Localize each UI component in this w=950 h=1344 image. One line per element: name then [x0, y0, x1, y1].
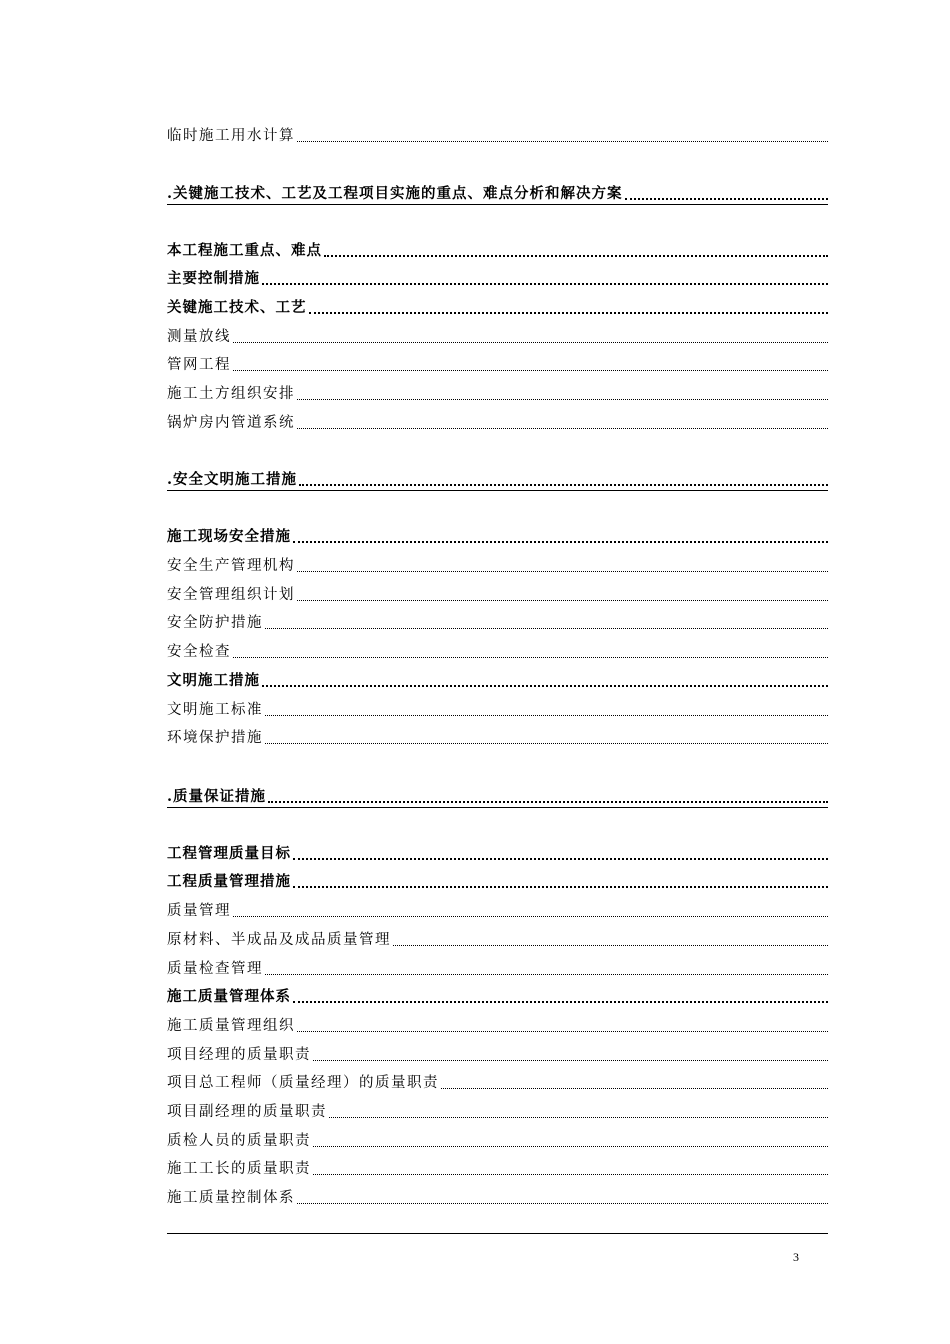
toc-entry[interactable] [167, 985, 828, 1007]
toc-entry[interactable] [167, 698, 828, 720]
toc-entry[interactable] [167, 296, 828, 318]
toc-entry-label: 安全检查 [167, 644, 231, 660]
dot-leader [265, 743, 828, 744]
toc-entry[interactable] [167, 239, 828, 261]
dot-leader [233, 342, 828, 343]
toc-entry-label: 环境保护措施 [167, 730, 263, 746]
toc-entry-label: 文明施工标准 [167, 702, 263, 718]
toc-entry[interactable] [167, 611, 828, 633]
toc-entry[interactable] [167, 957, 828, 979]
toc-section-heading[interactable] [167, 785, 828, 808]
toc-entry-label: 项目经理的质量职责 [167, 1047, 311, 1063]
toc-entry[interactable] [167, 870, 828, 892]
toc-entry[interactable] [167, 525, 828, 547]
toc-entry-label: 项目副经理的质量职责 [167, 1104, 327, 1120]
dot-leader [293, 858, 828, 860]
dot-leader [265, 628, 828, 629]
toc-entry-label: 锅炉房内管道系统 [167, 415, 295, 431]
toc-entry-label: .关键施工技术、工艺及工程项目实施的重点、难点分析和解决方案 [167, 185, 623, 202]
page-number: 3 [793, 1250, 799, 1264]
toc-entry[interactable] [167, 1100, 828, 1122]
toc-entry-label: 本工程施工重点、难点 [167, 242, 322, 259]
toc-entry-label: 施工土方组织安排 [167, 386, 295, 402]
toc-entry-label: 工程管理质量目标 [167, 845, 291, 862]
dot-leader [313, 1174, 828, 1175]
toc-entry[interactable] [167, 1129, 828, 1151]
toc-entry[interactable] [167, 382, 828, 404]
dot-leader [262, 283, 828, 285]
toc-entry[interactable] [167, 1014, 828, 1036]
toc-entry-label: 施工质量控制体系 [167, 1190, 295, 1206]
dot-leader [324, 255, 828, 257]
toc-entry-label: 测量放线 [167, 329, 231, 345]
dot-leader [309, 312, 829, 314]
dot-leader [329, 1117, 828, 1118]
toc-entry[interactable] [167, 554, 828, 576]
dot-leader [293, 541, 828, 543]
toc-section-heading[interactable] [167, 182, 828, 205]
toc-entry[interactable] [167, 928, 828, 950]
dot-leader [393, 945, 828, 946]
dot-leader [297, 428, 828, 429]
toc-entry-label: 主要控制措施 [167, 270, 260, 287]
toc-entry[interactable] [167, 1186, 828, 1208]
toc-entry-label: 文明施工措施 [167, 672, 260, 689]
toc-entry[interactable] [167, 1043, 828, 1065]
toc-entry-label: .质量保证措施 [167, 788, 267, 805]
dot-leader [233, 916, 828, 917]
toc-entry-label: 施工质量管理体系 [167, 988, 291, 1005]
dot-leader [297, 1203, 828, 1204]
toc-entry-label: 质量检查管理 [167, 961, 263, 977]
toc-entry-label: 管网工程 [167, 357, 231, 373]
toc-entry-label: 施工质量管理组织 [167, 1018, 295, 1034]
toc-entry[interactable] [167, 325, 828, 347]
toc-entry[interactable] [167, 669, 828, 691]
toc-entry-label: 施工工长的质量职责 [167, 1161, 311, 1177]
dot-leader [297, 600, 828, 601]
toc-entry-label: .安全文明施工措施 [167, 471, 298, 488]
toc-entry-label: 关键施工技术、工艺 [167, 299, 307, 316]
dot-leader [233, 370, 828, 371]
table-of-contents [167, 0, 828, 1344]
toc-entry-label: 安全管理组织计划 [167, 587, 295, 603]
toc-entry-label: 质检人员的质量职责 [167, 1133, 311, 1149]
toc-entry[interactable] [167, 899, 828, 921]
toc-entry[interactable] [167, 353, 828, 375]
dot-leader [265, 715, 828, 716]
toc-entry-label: 质量管理 [167, 903, 231, 919]
toc-entry-label: 原材料、半成品及成品质量管理 [167, 932, 391, 948]
toc-entry[interactable] [167, 842, 828, 864]
toc-entry-label: 施工现场安全措施 [167, 528, 291, 545]
dot-leader [268, 801, 828, 803]
dot-leader [441, 1088, 828, 1089]
dot-leader [313, 1060, 828, 1061]
toc-entry[interactable] [167, 267, 828, 289]
toc-entry[interactable] [167, 583, 828, 605]
footer-divider [167, 1233, 828, 1234]
dot-leader [293, 1001, 828, 1003]
toc-entry[interactable] [167, 1157, 828, 1179]
toc-entry[interactable] [167, 1071, 828, 1093]
dot-leader [313, 1146, 828, 1147]
dot-leader [299, 484, 828, 486]
dot-leader [297, 399, 828, 400]
toc-entry-label: 安全防护措施 [167, 615, 263, 631]
toc-entry[interactable] [167, 726, 828, 748]
toc-entry-label: 项目总工程师（质量经理）的质量职责 [167, 1075, 439, 1091]
dot-leader [233, 657, 828, 658]
dot-leader [625, 198, 828, 200]
toc-entry-label: 工程质量管理措施 [167, 873, 291, 890]
toc-entry[interactable] [167, 124, 828, 146]
dot-leader [293, 886, 828, 888]
dot-leader [262, 685, 828, 687]
toc-section-heading[interactable] [167, 468, 828, 491]
dot-leader [297, 571, 828, 572]
dot-leader [297, 1031, 828, 1032]
toc-entry[interactable] [167, 411, 828, 433]
dot-leader [297, 141, 828, 142]
toc-entry[interactable] [167, 640, 828, 662]
dot-leader [265, 974, 828, 975]
toc-entry-label: 临时施工用水计算 [167, 128, 295, 144]
toc-entry-label: 安全生产管理机构 [167, 558, 295, 574]
